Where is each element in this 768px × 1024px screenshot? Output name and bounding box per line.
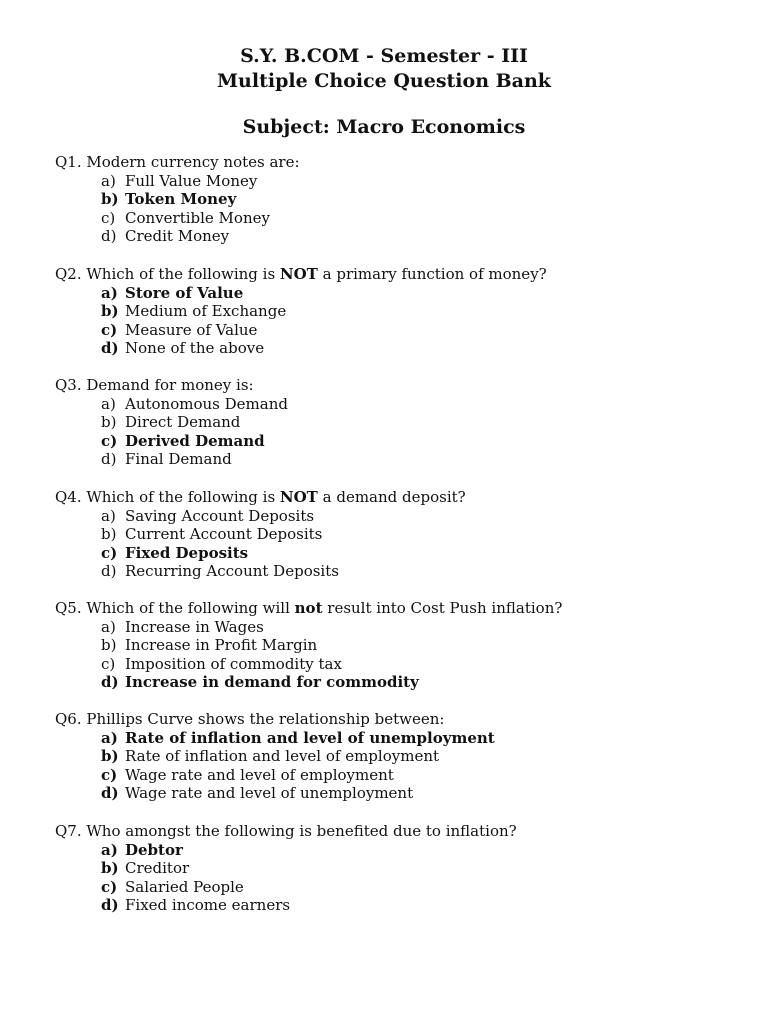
option-letter: b) (101, 413, 117, 432)
answer-option (55, 450, 745, 469)
question-text-part: Q3. Demand for money is: (55, 376, 254, 394)
option-letter: d) (101, 227, 117, 246)
question-text (55, 488, 745, 507)
option-letter: a) (101, 840, 118, 859)
document-subtitle: Multiple Choice Question Bank (217, 70, 551, 92)
question-6 (55, 710, 745, 803)
question-emphasis: not (294, 599, 323, 617)
option-letter: d) (101, 784, 119, 803)
option-letter: d) (101, 562, 117, 581)
option-letter: b) (101, 859, 119, 878)
question-text-part: Q4. Which of the following is (55, 488, 280, 506)
question-text-part: a demand deposit? (317, 488, 466, 506)
question-text-part: Q5. Which of the following will (55, 599, 295, 617)
option-text: Fixed income earners (125, 896, 291, 915)
answer-option-correct (55, 673, 745, 692)
option-text: Recurring Account Deposits (125, 562, 339, 581)
answer-option-correct (55, 284, 745, 303)
answer-option (55, 896, 745, 915)
option-letter: d) (101, 896, 119, 915)
answer-option-correct (55, 544, 745, 563)
option-letter: c) (101, 877, 118, 896)
option-text: Rate of inflation and level of unemployment (125, 728, 495, 747)
option-letter: c) (101, 320, 118, 339)
option-text: Derived Demand (125, 431, 265, 450)
option-letter: d) (101, 673, 119, 692)
question-text-part: Q2. Which of the following is (55, 265, 280, 283)
option-letter: d) (101, 339, 119, 358)
option-letter: c) (101, 208, 116, 227)
answer-option (55, 321, 745, 340)
option-text: Creditor (125, 859, 190, 878)
option-letter: b) (101, 747, 119, 766)
answer-option (55, 636, 745, 655)
option-text: Increase in Wages (125, 617, 264, 636)
answer-option (55, 507, 745, 526)
answer-option (55, 525, 745, 544)
question-3 (55, 376, 745, 469)
subject-heading: Subject: Macro Economics (242, 116, 526, 138)
question-2 (55, 265, 745, 358)
question-emphasis: NOT (279, 488, 318, 506)
question-text (55, 376, 745, 395)
option-letter: a) (101, 617, 116, 636)
option-text: Credit Money (125, 227, 230, 246)
answer-option (55, 413, 745, 432)
answer-option (55, 562, 745, 581)
question-text (55, 710, 745, 729)
answer-option-correct (55, 432, 745, 451)
answer-option (55, 747, 745, 766)
option-letter: b) (101, 302, 119, 321)
option-text: Medium of Exchange (125, 302, 287, 321)
answer-option (55, 395, 745, 414)
option-letter: b) (101, 636, 117, 655)
option-letter: b) (101, 525, 117, 544)
answer-option (55, 339, 745, 358)
answer-option (55, 655, 745, 674)
question-1 (55, 153, 745, 246)
answer-option (55, 227, 745, 246)
option-letter: a) (101, 171, 116, 190)
option-letter: a) (101, 506, 116, 525)
option-text: Wage rate and level of employment (125, 765, 394, 784)
question-text-part: Q6. Phillips Curve shows the relationship between: (55, 710, 445, 728)
option-text: Increase in Profit Margin (125, 636, 318, 655)
option-letter: a) (101, 394, 116, 413)
option-text: Increase in demand for commodity (125, 673, 419, 692)
option-text: Rate of inflation and level of employment (125, 747, 440, 766)
answer-option (55, 766, 745, 785)
option-text: Token Money (125, 190, 237, 209)
question-5 (55, 599, 745, 692)
option-letter: c) (101, 543, 118, 562)
question-4 (55, 488, 745, 581)
option-text: Full Value Money (125, 171, 258, 190)
answer-option (55, 618, 745, 637)
answer-option-correct (55, 841, 745, 860)
option-text: Wage rate and level of unemployment (125, 784, 414, 803)
question-text-part: result into Cost Push inflation? (322, 599, 563, 617)
document-title: S.Y. B.COM - Semester - III (240, 45, 528, 67)
question-text (55, 265, 745, 284)
option-text: Current Account Deposits (125, 525, 323, 544)
question-text-part: Q1. Modern currency notes are: (55, 153, 300, 171)
option-text: Convertible Money (125, 208, 270, 227)
option-text: Direct Demand (125, 413, 241, 432)
option-letter: a) (101, 728, 118, 747)
option-text: Saving Account Deposits (125, 506, 315, 525)
answer-option (55, 784, 745, 803)
question-text (55, 599, 745, 618)
question-text (55, 822, 745, 841)
option-letter: c) (101, 654, 116, 673)
option-text: None of the above (125, 339, 265, 358)
answer-option (55, 878, 745, 897)
option-letter: b) (101, 190, 119, 209)
option-text: Measure of Value (125, 320, 258, 339)
answer-option (55, 209, 745, 228)
option-letter: d) (101, 450, 117, 469)
option-text: Store of Value (125, 283, 244, 302)
option-letter: c) (101, 431, 118, 450)
answer-option (55, 859, 745, 878)
question-emphasis: NOT (279, 265, 318, 283)
option-text: Salaried People (125, 877, 244, 896)
question-text-part: a primary function of money? (317, 265, 547, 283)
option-text: Autonomous Demand (125, 394, 288, 413)
answer-option-correct (55, 190, 745, 209)
option-text: Fixed Deposits (125, 543, 249, 562)
option-text: Debtor (125, 840, 183, 859)
option-letter: a) (101, 283, 118, 302)
question-7 (55, 822, 745, 915)
answer-option-correct (55, 729, 745, 748)
option-letter: c) (101, 765, 118, 784)
answer-option (55, 302, 745, 321)
question-text (55, 153, 745, 172)
option-text: Final Demand (125, 450, 232, 469)
answer-option (55, 172, 745, 191)
option-text: Imposition of commodity tax (125, 654, 342, 673)
question-text-part: Q7. Who amongst the following is benefited due to inflation? (55, 822, 517, 840)
